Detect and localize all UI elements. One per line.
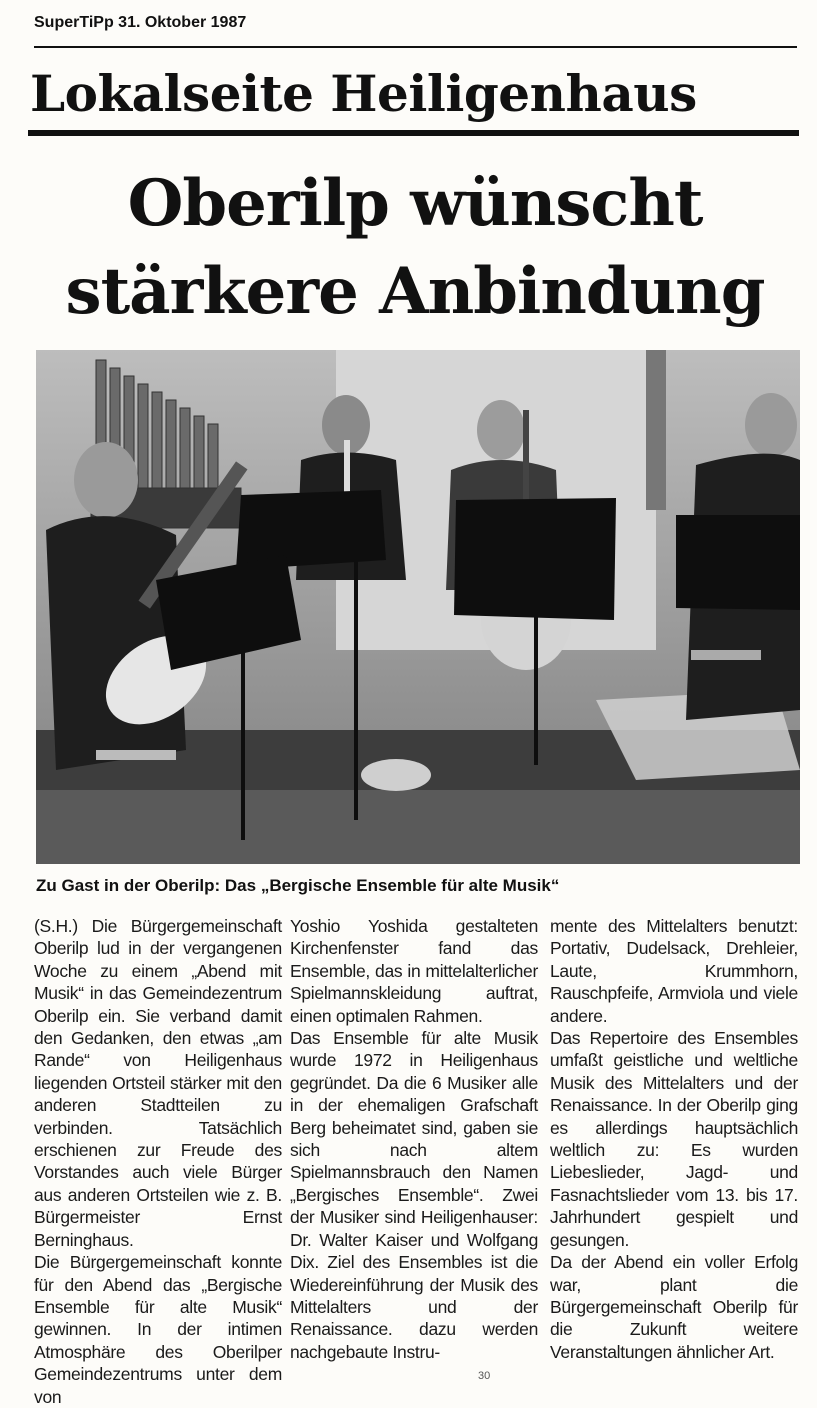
ensemble-photo bbox=[36, 350, 800, 864]
column-3-paragraph-3: Da der Abend ein voller Erfolg war, plant die Bürgergemeinschaft Oberilp für die Zukunft weitere Veranstaltungen ähnlicher Art. bbox=[550, 1252, 798, 1362]
headline-line-1: Oberilp wünscht bbox=[127, 166, 703, 241]
ensemble-photo-drawing bbox=[36, 350, 800, 864]
article-column-3 bbox=[550, 915, 798, 1363]
column-3-paragraph-1: mente des Mittelalters benutzt: Portativ, Dudelsack, Drehleier, Laute, Krummhorn, Rauschpfeife, Armviola und viele andere. bbox=[550, 916, 798, 1026]
article-column-1 bbox=[34, 915, 282, 1408]
column-1-paragraph-1: (S.H.) Die Bürgergemeinschaft Oberilp lud in der vergangenen Woche zu einem „Abend mit Musik“ in das Gemeindezentrum Oberilp ein. Sie verband damit den Gedanken, den etwas „am Rande“ von Heiligenhaus liegenden Ortsteil stärker mit den anderen Stadtteilen zu verbinden. Tatsächlich erschienen zur Freude des Vorstandes auch viele Bürger aus anderen Ortsteilen wie z. B. Bürgermeister Ernst Berninghaus. bbox=[34, 916, 282, 1250]
article-headline bbox=[30, 160, 800, 336]
photo-caption: Zu Gast in der Oberilp: Das „Bergische Ensemble für alte Musik“ bbox=[36, 876, 560, 895]
column-2-paragraph-2: Das Ensemble für alte Musik wurde 1972 in Heiligenhaus gegründet. Da die 6 Musiker alle in der ehemaligen Grafschaft Berg beheimatet sind, gaben sie sich nach altem Spielmannsbrauch den Namen „Bergisches Ensemble“. Zwei der Musiker sind Heiligenhauser: Dr. Walter Kaiser und Wolfgang Dix. Ziel des Ensembles ist die Wiedereinführung der Musik des Mittelalters und der Renaissance. dazu werden nachgebaute Instru- bbox=[290, 1028, 538, 1362]
headline-line-2: stärkere Anbindung bbox=[65, 254, 765, 329]
article-column-2 bbox=[290, 915, 538, 1363]
top-rule bbox=[34, 46, 797, 48]
section-title: Lokalseite Heiligenhaus bbox=[30, 64, 697, 123]
section-rule bbox=[28, 130, 799, 136]
column-3-paragraph-2: Das Repertoire des Ensembles umfaßt geistliche und weltliche Musik des Mittelalters und der Renaissance. In der Oberilp ging es allerdings hauptsächlich weltlich zu: Es wurden Liebeslieder, Jagd- und Fasnachtslieder vom 13. bis 17. Jahrhundert gespielt und gesungen. bbox=[550, 1028, 798, 1250]
column-1-paragraph-2: Die Bürgergemeinschaft konnte für den Abend das „Bergische Ensemble für alte Musik“ gewinnen. In der intimen Atmosphäre des Oberilper Gemeindezentrums unter dem von bbox=[34, 1252, 282, 1407]
column-2-paragraph-1: Yoshio Yoshida gestalteten Kirchenfenster fand das Ensemble, das in mittelalterlicher Spielmannskleidung auftrat, einen optimalen Rahmen. bbox=[290, 916, 538, 1026]
page-number: 30 bbox=[478, 1370, 491, 1382]
newspaper-masthead: SuperTiPp 31. Oktober 1987 bbox=[34, 14, 247, 31]
